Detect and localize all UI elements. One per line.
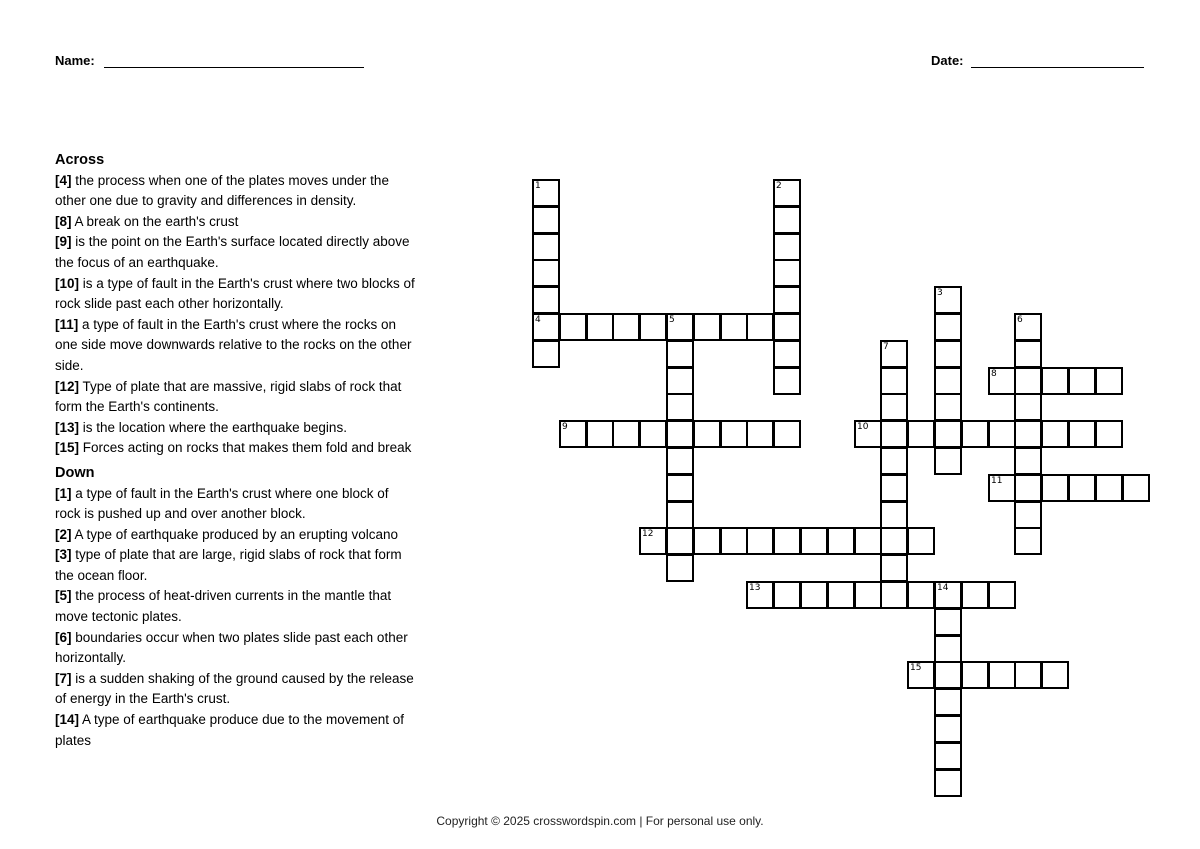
crossword-cell[interactable]	[532, 259, 560, 287]
clue-number: [8]	[55, 213, 72, 229]
crossword-cell[interactable]	[639, 527, 667, 555]
clue-text: is a type of fault in the Earth's crust where two blocks of rock slide past each other horizontally.	[55, 275, 415, 312]
crossword-cell[interactable]	[1014, 447, 1042, 475]
clue-text: a type of fault in the Earth's crust where one block of rock is pushed up and over another block.	[55, 485, 389, 522]
crossword-cell[interactable]	[586, 420, 614, 448]
cell-number: 3	[937, 288, 943, 298]
cell-number: 4	[535, 315, 541, 325]
crossword-cell[interactable]	[639, 420, 667, 448]
crossword-cell[interactable]	[720, 313, 748, 341]
name-label: Name:	[55, 53, 95, 68]
crossword-cell[interactable]	[746, 313, 774, 341]
clue-number: [7]	[55, 670, 72, 686]
crossword-cell[interactable]	[934, 367, 962, 395]
clue-across	[55, 232, 415, 273]
crossword-cell[interactable]	[934, 742, 962, 770]
cell-number: 1	[535, 181, 541, 191]
crossword-cell[interactable]	[880, 474, 908, 502]
crossword-cell[interactable]	[1122, 474, 1150, 502]
crossword-cell[interactable]	[532, 286, 560, 314]
crossword-cell[interactable]	[934, 581, 962, 609]
crossword-cell[interactable]	[639, 313, 667, 341]
crossword-cell[interactable]	[907, 420, 935, 448]
crossword-cell[interactable]	[1014, 393, 1042, 421]
crossword-cell[interactable]	[666, 447, 694, 475]
crossword-cell[interactable]	[1014, 367, 1042, 395]
cell-number: 2	[776, 181, 782, 191]
clue-down	[55, 545, 415, 586]
crossword-cell[interactable]	[934, 608, 962, 636]
clue-number: [10]	[55, 275, 80, 291]
cell-number: 15	[910, 663, 922, 673]
clue-across	[55, 438, 415, 459]
crossword-cell[interactable]	[880, 393, 908, 421]
crossword-cell[interactable]	[773, 527, 801, 555]
clue-list	[55, 150, 415, 751]
clue-down	[55, 669, 415, 710]
crossword-cell[interactable]	[934, 769, 962, 797]
clue-number: [14]	[55, 712, 80, 728]
crossword-cell[interactable]	[559, 420, 587, 448]
date-field-line[interactable]	[971, 67, 1144, 68]
crossword-cell[interactable]	[1014, 313, 1042, 341]
crossword-cell[interactable]	[1068, 420, 1096, 448]
crossword-cell[interactable]	[666, 554, 694, 582]
crossword-cell[interactable]	[934, 661, 962, 689]
crossword-cell[interactable]	[934, 340, 962, 368]
crossword-cell[interactable]	[1095, 474, 1123, 502]
crossword-cell[interactable]	[1014, 661, 1042, 689]
crossword-cell[interactable]	[773, 259, 801, 287]
crossword-cell[interactable]	[666, 501, 694, 529]
clue-across	[55, 274, 415, 315]
down-clues	[55, 484, 415, 752]
clue-text: is a sudden shaking of the ground caused by the release of energy in the Earth's crust.	[55, 670, 414, 707]
clue-text: Forces acting on rocks that makes them fold and break	[79, 440, 412, 456]
crossword-cell[interactable]	[586, 313, 614, 341]
crossword-cell[interactable]	[773, 581, 801, 609]
crossword-cell[interactable]	[773, 420, 801, 448]
crossword-cell[interactable]	[666, 313, 694, 341]
crossword-cell[interactable]	[532, 179, 560, 207]
clue-down	[55, 628, 415, 669]
crossword-cell[interactable]	[746, 581, 774, 609]
crossword-cell[interactable]	[1014, 340, 1042, 368]
crossword-cell[interactable]	[1014, 474, 1042, 502]
clue-number: [13]	[55, 419, 80, 435]
crossword-cell[interactable]	[720, 420, 748, 448]
crossword-cell[interactable]	[1041, 367, 1069, 395]
crossword-cell[interactable]	[907, 661, 935, 689]
clue-text: the process when one of the plates moves under the other one due to gravity and differences in density.	[55, 172, 389, 209]
crossword-cell[interactable]	[773, 206, 801, 234]
crossword-cell[interactable]	[827, 527, 855, 555]
clue-text: is the location where the earthquake begins.	[79, 419, 347, 435]
clue-text: is the point on the Earth's surface located directly above the focus of an earthquake.	[55, 234, 410, 270]
crossword-cell[interactable]	[1095, 367, 1123, 395]
date-label: Date:	[931, 53, 964, 68]
clue-text: a type of fault in the Earth's crust where the rocks on one side move downwards relative to the rocks on the other side.	[55, 316, 412, 373]
crossword-cell[interactable]	[720, 527, 748, 555]
clue-text: A type of earthquake produce due to the movement of plates	[55, 712, 404, 748]
clue-number: [4]	[55, 172, 72, 188]
crossword-cell[interactable]	[1041, 474, 1069, 502]
crossword-cell[interactable]	[773, 367, 801, 395]
crossword-cell[interactable]	[1068, 474, 1096, 502]
crossword-cell[interactable]	[666, 527, 694, 555]
crossword-cell[interactable]	[961, 661, 989, 689]
clue-text: type of plate that are large, rigid slabs of rock that form the ocean floor.	[55, 547, 402, 583]
cell-number: 11	[991, 476, 1003, 486]
clue-text: boundaries occur when two plates slide past each other horizontally.	[55, 629, 408, 666]
crossword-cell[interactable]	[666, 367, 694, 395]
crossword-cell[interactable]	[880, 420, 908, 448]
clue-text: Type of plate that are massive, rigid slabs of rock that form the Earth's continents.	[55, 378, 402, 415]
crossword-cell[interactable]	[800, 581, 828, 609]
crossword-cell[interactable]	[988, 474, 1016, 502]
crossword-cell[interactable]	[961, 581, 989, 609]
crossword-cell[interactable]	[854, 527, 882, 555]
crossword-cell[interactable]	[854, 581, 882, 609]
crossword-cell[interactable]	[612, 313, 640, 341]
crossword-cell[interactable]	[907, 581, 935, 609]
clue-down	[55, 525, 415, 546]
crossword-cell[interactable]	[532, 206, 560, 234]
crossword-cell[interactable]	[1014, 527, 1042, 555]
clue-text: A type of earthquake produced by an erupting volcano	[71, 526, 398, 542]
crossword-cell[interactable]	[934, 635, 962, 663]
crossword-cell[interactable]	[1041, 661, 1069, 689]
crossword-cell[interactable]	[988, 661, 1016, 689]
clue-number: [2]	[55, 526, 72, 542]
name-field-line[interactable]	[104, 67, 364, 68]
crossword-cell[interactable]	[934, 688, 962, 716]
crossword-cell[interactable]	[666, 420, 694, 448]
crossword-cell[interactable]	[666, 474, 694, 502]
crossword-cell[interactable]	[773, 313, 801, 341]
crossword-cell[interactable]	[532, 233, 560, 261]
crossword-cell[interactable]	[773, 286, 801, 314]
crossword-cell[interactable]	[880, 554, 908, 582]
crossword-cell[interactable]	[934, 313, 962, 341]
clue-number: [6]	[55, 629, 72, 645]
clue-number: [1]	[55, 485, 72, 501]
clue-number: [11]	[55, 316, 79, 332]
clue-down	[55, 484, 415, 525]
cell-number: 14	[937, 583, 949, 593]
cell-number: 5	[669, 315, 675, 325]
clue-across	[55, 171, 415, 212]
crossword-cell[interactable]	[827, 581, 855, 609]
cell-number: 6	[1017, 315, 1023, 325]
copyright-footer: Copyright © 2025 crosswordspin.com | For personal use only.	[436, 814, 764, 828]
clue-down	[55, 710, 415, 751]
clue-text: A break on the earth's crust	[71, 213, 239, 229]
crossword-cell[interactable]	[746, 420, 774, 448]
crossword-cell[interactable]	[532, 340, 560, 368]
cell-number: 12	[642, 529, 654, 539]
down-heading: Down	[55, 464, 95, 481]
crossword-cell[interactable]	[934, 715, 962, 743]
crossword-cell[interactable]	[666, 340, 694, 368]
crossword-cell[interactable]	[880, 527, 908, 555]
crossword-cell[interactable]	[934, 393, 962, 421]
crossword-cell[interactable]	[773, 233, 801, 261]
crossword-cell[interactable]	[1068, 367, 1096, 395]
crossword-cell[interactable]	[907, 527, 935, 555]
crossword-cell[interactable]	[854, 420, 882, 448]
crossword-cell[interactable]	[800, 527, 828, 555]
clue-across	[55, 377, 415, 418]
clue-text: the process of heat-driven currents in the mantle that move tectonic plates.	[55, 588, 392, 625]
crossword-cell[interactable]	[532, 313, 560, 341]
crossword-cell[interactable]	[666, 393, 694, 421]
cell-number: 9	[562, 422, 568, 432]
crossword-cell[interactable]	[934, 420, 962, 448]
crossword-cell[interactable]	[880, 447, 908, 475]
clue-number: [15]	[55, 440, 80, 456]
crossword-cell[interactable]	[988, 420, 1016, 448]
clue-number: [9]	[55, 234, 72, 250]
crossword-cell[interactable]	[693, 313, 721, 341]
clue-down	[55, 586, 415, 627]
crossword-cell[interactable]	[934, 447, 962, 475]
crossword-cell[interactable]	[880, 581, 908, 609]
crossword-cell[interactable]	[880, 340, 908, 368]
crossword-cell[interactable]	[988, 367, 1016, 395]
crossword-cell[interactable]	[559, 313, 587, 341]
across-heading: Across	[55, 152, 105, 168]
crossword-cell[interactable]	[961, 420, 989, 448]
clue-number: [3]	[55, 547, 72, 563]
crossword-cell[interactable]	[773, 179, 801, 207]
crossword-cell[interactable]	[746, 527, 774, 555]
clue-number: [5]	[55, 588, 72, 604]
cell-number: 10	[857, 422, 869, 432]
clue-number: [12]	[55, 378, 80, 394]
clue-across	[55, 212, 415, 233]
clue-across	[55, 315, 415, 377]
crossword-cell[interactable]	[880, 501, 908, 529]
across-clues	[55, 171, 415, 459]
crossword-cell[interactable]	[1014, 501, 1042, 529]
crossword-cell[interactable]	[880, 367, 908, 395]
crossword-cell[interactable]	[773, 340, 801, 368]
crossword-cell[interactable]	[693, 420, 721, 448]
crossword-cell[interactable]	[988, 581, 1016, 609]
crossword-cell[interactable]	[1041, 420, 1069, 448]
cell-number: 7	[883, 342, 889, 352]
crossword-cell[interactable]	[612, 420, 640, 448]
clue-across	[55, 418, 415, 439]
cell-number: 13	[749, 583, 761, 593]
crossword-cell[interactable]	[934, 286, 962, 314]
crossword-cell[interactable]	[693, 527, 721, 555]
cell-number: 8	[991, 369, 997, 379]
crossword-cell[interactable]	[1014, 420, 1042, 448]
crossword-cell[interactable]	[1095, 420, 1123, 448]
